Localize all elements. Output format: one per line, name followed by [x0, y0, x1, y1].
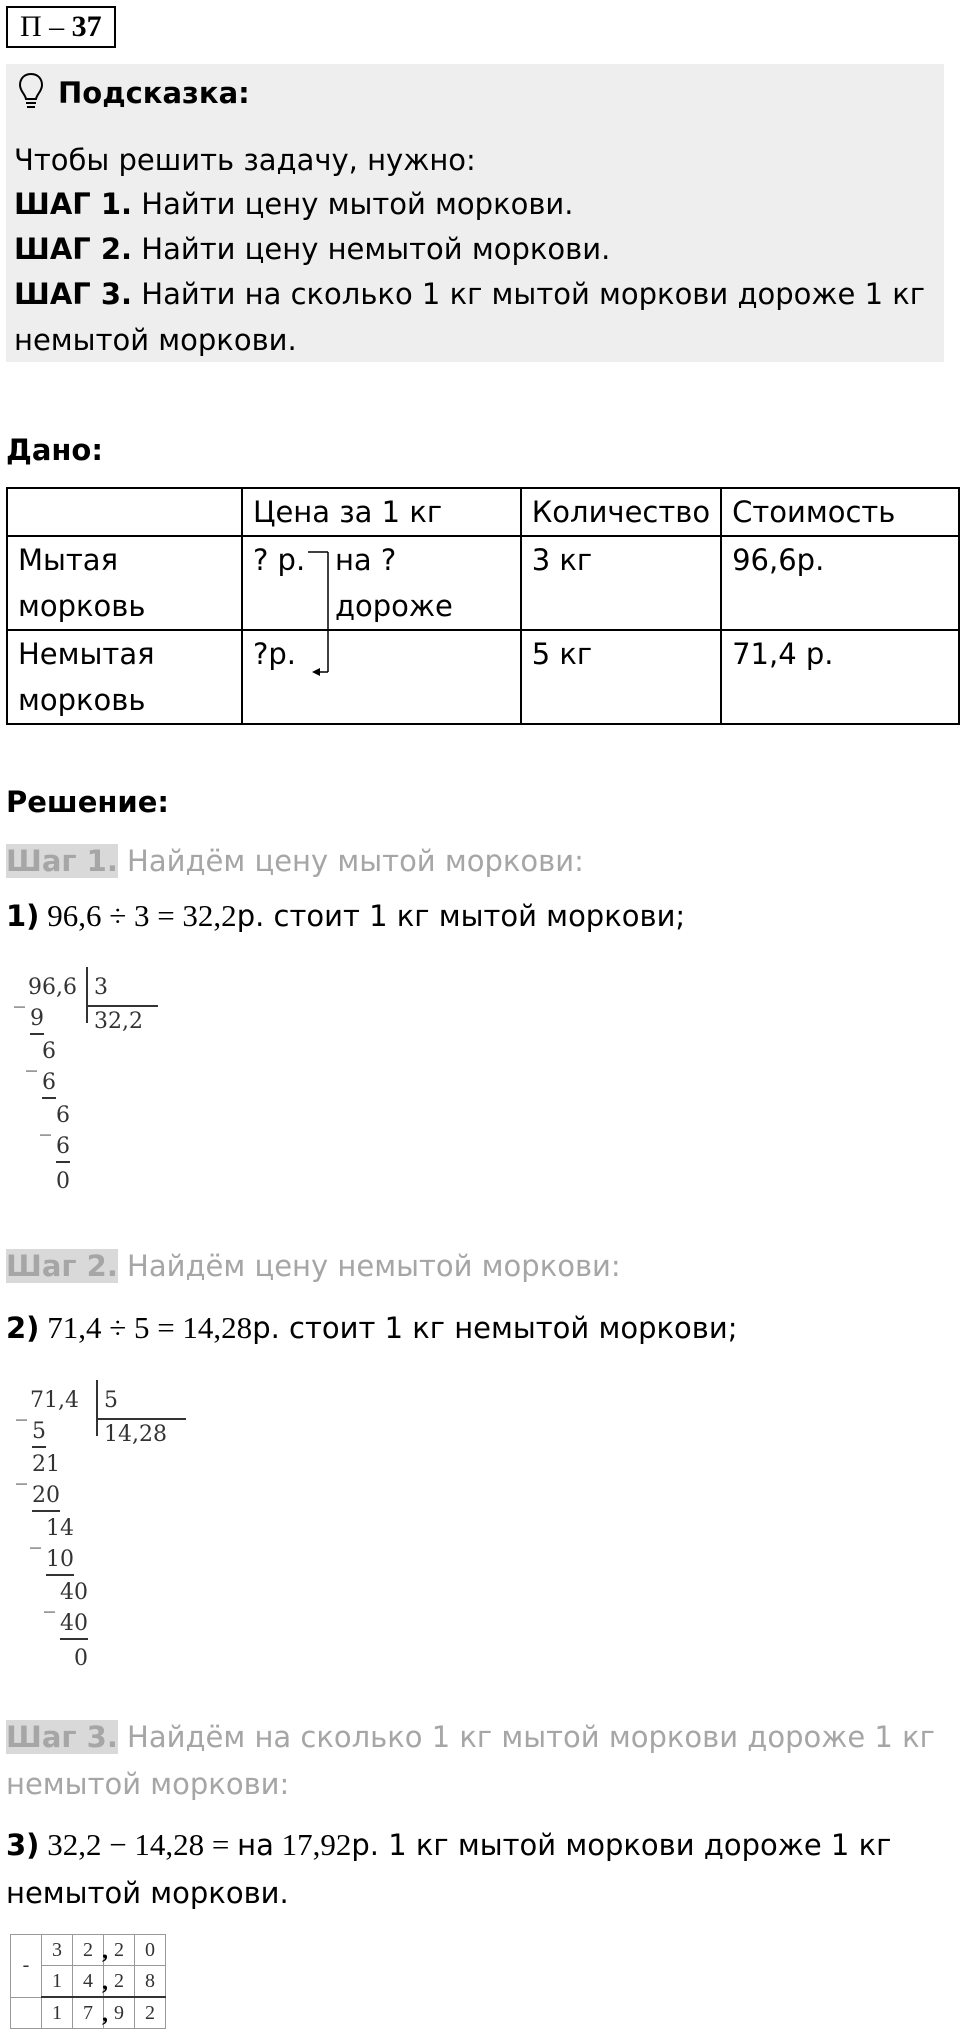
row-name-line: морковь: [18, 589, 146, 623]
division-step: 40: [60, 1580, 88, 1605]
divisor: 5: [104, 1388, 118, 1413]
hint-step-text: Найти цену немытой моркови.: [132, 232, 611, 266]
division-step: 40: [60, 1610, 88, 1640]
long-division-2: [16, 1388, 186, 1688]
minus-sign: _: [14, 983, 25, 1008]
calc-number: 3): [6, 1828, 40, 1862]
step-3-heading: [6, 1714, 935, 1760]
decimal-comma: ,: [102, 1938, 108, 1964]
digit: 2: [83, 1938, 93, 1961]
given-title: Дано:: [6, 433, 103, 467]
table-header-cell: Количество: [521, 488, 721, 536]
step-tag: Шаг 3.: [6, 1720, 118, 1754]
digit-cell: 8: [135, 1966, 166, 1998]
hint-step-label: ШАГ 1.: [14, 187, 133, 221]
badge-dash: –: [49, 10, 65, 43]
calc-number: 1): [6, 899, 40, 933]
digit-cell: 0: [135, 1935, 166, 1966]
comparison-arrow-icon: [300, 548, 340, 680]
hint-step-label: ШАГ 2.: [14, 232, 133, 266]
step-text: Найдём цену мытой моркови:: [117, 844, 584, 878]
digit-cell: 1: [42, 1997, 73, 2029]
badge-letter: П: [20, 10, 42, 43]
long-division-1: [14, 975, 154, 1215]
hint-title: Подсказка:: [58, 76, 250, 110]
minus-sign: _: [16, 1396, 27, 1421]
division-step: 21: [32, 1452, 60, 1477]
division-step: 10: [46, 1546, 74, 1576]
solution-title: Решение:: [6, 785, 170, 819]
division-step: 6: [42, 1039, 56, 1064]
table-row: [7, 630, 959, 724]
digit-cell: 2: [104, 1935, 135, 1966]
division-step: 5: [32, 1418, 46, 1448]
calc-line-1: [6, 893, 685, 939]
table-cell-cost: 71,4 р.: [721, 630, 959, 724]
column-row: [11, 1997, 166, 2029]
division-step: 6: [42, 1069, 56, 1099]
table-row: [7, 536, 959, 630]
digit-cell: [73, 1997, 108, 2029]
lightbulb-icon: [18, 72, 44, 114]
hint-step-1: [14, 181, 574, 227]
given-table: [6, 487, 960, 725]
minus-sign: _: [44, 1588, 55, 1613]
problem-badge: [6, 6, 116, 48]
step-text: Найдём на сколько 1 кг мытой моркови дороже 1 кг: [117, 1720, 935, 1754]
calc-line-3-cont: немытой моркови.: [6, 1876, 289, 1910]
column-row: [11, 1935, 166, 1966]
calc-line-3: [6, 1822, 891, 1868]
divisor: 3: [94, 975, 108, 1000]
hint-step-text: Найти цену мытой моркови.: [132, 187, 574, 221]
table-cell-name: [7, 536, 242, 630]
table-cell-qty: 5 кг: [521, 630, 721, 724]
division-step: 14: [46, 1516, 74, 1541]
digit-cell: 3: [42, 1935, 73, 1966]
calc-result: 17,92: [273, 1827, 352, 1862]
division-step: 9: [30, 1005, 44, 1035]
calc-rest: р. стоит 1 кг мытой моркови;: [236, 899, 686, 933]
calc-number: 2): [6, 1311, 40, 1345]
dividend: 71,4: [30, 1388, 79, 1413]
step-text: Найдём цену немытой моркови:: [117, 1249, 621, 1283]
row-name-line: Мытая: [18, 543, 119, 577]
table-cell-price: ?р.: [242, 630, 521, 724]
empty-cell: [11, 1997, 42, 2029]
calc-word: на: [237, 1828, 274, 1862]
difference-note: на ? дороже: [334, 543, 453, 623]
calc-expression: 71,4 ÷ 5 = 14,28: [39, 1310, 253, 1345]
quotient: 14,28: [104, 1422, 167, 1447]
table-cell-qty: 3 кг: [521, 536, 721, 630]
table-header-cell: Стоимость: [721, 488, 959, 536]
hint-intro: Чтобы решить задачу, нужно:: [14, 143, 476, 177]
division-step: 6: [56, 1133, 70, 1163]
step-3-heading-cont: немытой моркови:: [6, 1767, 290, 1801]
hint-step-text: Найти на сколько 1 кг мытой моркови дороже 1 кг: [132, 277, 926, 311]
digit-cell: [73, 1935, 108, 1966]
table-cell-name: [7, 630, 242, 724]
table-header-row: [7, 488, 959, 536]
hint-step-label: ШАГ 3.: [14, 277, 133, 311]
step-2-heading: [6, 1243, 621, 1289]
step-1-heading: [6, 838, 584, 884]
division-bar: [86, 967, 88, 1023]
dividend: 96,6: [28, 975, 77, 1000]
digit: 4: [83, 1969, 93, 1992]
digit-cell: [73, 1966, 108, 1998]
division-step: 6: [56, 1103, 70, 1128]
hint-step-3-cont: немытой моркови.: [14, 323, 297, 357]
division-bar: [96, 1380, 98, 1436]
digit-cell: 2: [104, 1966, 135, 1998]
calc-rest: р. 1 кг мытой моркови дороже 1 кг: [351, 1828, 892, 1862]
decimal-comma: ,: [102, 1969, 108, 1995]
hint-step-3: [14, 271, 925, 317]
minus-sign: _: [30, 1524, 41, 1549]
table-cell-price: [242, 536, 521, 630]
decimal-comma: ,: [102, 2001, 108, 2027]
column-subtraction: [10, 1934, 166, 2029]
minus-cell: -: [11, 1935, 42, 1998]
calc-expression: 96,6 ÷ 3 = 32,2: [39, 898, 237, 933]
step-tag: Шаг 1.: [6, 844, 118, 878]
badge-number: 37: [71, 10, 102, 43]
row-name-line: морковь: [18, 683, 146, 717]
digit-cell: 9: [104, 1997, 135, 2029]
hint-step-2: [14, 226, 610, 272]
step-tag: Шаг 2.: [6, 1249, 118, 1283]
digit: 7: [83, 2001, 93, 2024]
row-name-line: Немытая: [18, 637, 155, 671]
table-header-cell: [7, 488, 242, 536]
division-step: 0: [74, 1646, 88, 1671]
minus-sign: _: [26, 1047, 37, 1072]
quotient: 32,2: [94, 1009, 143, 1034]
table-cell-cost: 96,6р.: [721, 536, 959, 630]
minus-sign: _: [16, 1460, 27, 1485]
digit-cell: 2: [135, 1997, 166, 2029]
division-step: 20: [32, 1482, 60, 1512]
calc-rest: р. стоит 1 кг немытой моркови;: [252, 1311, 738, 1345]
minus-sign: _: [40, 1111, 51, 1136]
table-header-cell: Цена за 1 кг: [242, 488, 521, 536]
price-value: ? р.: [252, 543, 306, 577]
digit-cell: 1: [42, 1966, 73, 1998]
division-step: 0: [56, 1169, 70, 1194]
calc-line-2: [6, 1305, 737, 1351]
calc-expression: 32,2 − 14,28 =: [39, 1827, 238, 1862]
